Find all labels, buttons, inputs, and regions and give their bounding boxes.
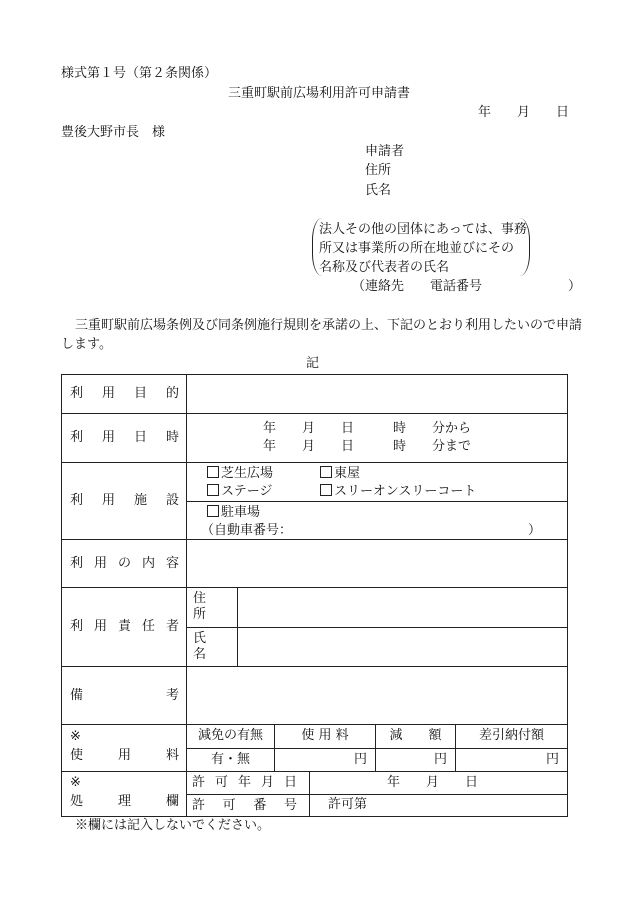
facility-label: 利用施設 xyxy=(62,463,187,540)
datetime-to: 年 月 日 時 分まで xyxy=(263,439,472,454)
checkbox-lawn[interactable] xyxy=(207,466,219,478)
fee-header-reduction: 減 額 xyxy=(376,725,456,748)
applicant-label: 申請者 xyxy=(365,144,405,159)
datetime-field[interactable] xyxy=(187,414,568,463)
manager-name-label: 氏名 xyxy=(187,628,238,667)
application-table xyxy=(61,374,568,817)
proc-label-cell xyxy=(62,772,187,817)
corporate-note-line-1: 法人その他の団体にあっては、事務 xyxy=(319,222,527,237)
purpose-field[interactable] xyxy=(187,375,568,414)
remarks-field[interactable] xyxy=(187,667,568,725)
form-title: 三重町駅前広場利用許可申請書 xyxy=(228,86,411,101)
manager-cell xyxy=(187,588,568,667)
permit-date-value: 年 月 日 xyxy=(387,774,479,790)
remarks-label: 備考 xyxy=(62,667,187,725)
corporate-note-line-3: 名称及び代表者の氏名 xyxy=(319,260,450,275)
reduction-yen: 円 xyxy=(433,751,447,767)
content-field[interactable] xyxy=(187,540,568,588)
fee-header-exemption: 減免の有無 xyxy=(187,725,275,748)
permit-date-field[interactable] xyxy=(310,772,567,794)
fee-yen: 円 xyxy=(353,751,367,767)
manager-label: 利用責任者 xyxy=(62,588,187,667)
date-line: 年 月 日 xyxy=(478,105,570,120)
car-number-label: （自動車番号： xyxy=(201,522,293,538)
facility-field xyxy=(187,463,568,540)
fee-mark: ※ xyxy=(70,729,81,744)
fee-label-cell xyxy=(62,725,187,772)
purpose-label: 利用目的 xyxy=(62,375,187,414)
fee-cell xyxy=(187,725,568,772)
checkbox-parking[interactable] xyxy=(207,505,219,517)
permit-date-label: 許可年月日 xyxy=(187,772,310,794)
permit-no-label: 許可番号 xyxy=(187,795,310,817)
applicant-address-label: 住所 xyxy=(365,163,392,178)
contact-phone-label: （連絡先 電話番号 xyxy=(352,279,483,294)
reduction-amount-field[interactable] xyxy=(376,749,456,772)
car-number-close: ） xyxy=(527,522,541,538)
proc-mark: ※ xyxy=(70,775,81,790)
ki-heading: 記 xyxy=(306,356,320,371)
body-text-line-1: 三重町駅前広場条例及び同条例施行規則を承諾の上、下記のとおり利用したいので申請 xyxy=(75,318,583,333)
applicant-name-label: 氏名 xyxy=(365,183,392,198)
form-number: 様式第１号（第２条関係） xyxy=(61,66,218,81)
net-amount-field[interactable] xyxy=(456,749,567,772)
footer-note: ※欄には記入しないでください。 xyxy=(75,818,271,833)
facility-stage[interactable]: ステージ xyxy=(207,484,320,500)
permit-no-field[interactable] xyxy=(310,795,567,817)
fee-header-net: 差引納付額 xyxy=(478,728,544,744)
proc-label: 処理欄 xyxy=(70,794,179,809)
content-label: 利用の内容 xyxy=(62,540,187,588)
corporate-note-line-2: 所又は事業所の所在地並びにその xyxy=(319,241,515,256)
body-text-line-2: します。 xyxy=(61,337,112,352)
checkbox-3on3-court[interactable] xyxy=(320,484,332,496)
fee-amount-field[interactable] xyxy=(275,749,376,772)
manager-address-field[interactable] xyxy=(238,588,567,627)
manager-name-field[interactable] xyxy=(238,628,567,667)
permit-no-value: 許可第 xyxy=(328,797,368,813)
car-number xyxy=(201,523,567,539)
fee-exemption-value[interactable]: 有・無 xyxy=(187,749,275,772)
fee-label: 使用料 xyxy=(70,748,179,763)
car-number-field[interactable] xyxy=(292,523,528,539)
facility-lawn[interactable]: 芝生広場 xyxy=(207,466,320,482)
manager-address-label: 住所 xyxy=(187,588,238,627)
facility-azumaya[interactable]: 東屋 xyxy=(320,466,360,481)
addressee: 豊後大野市長 様 xyxy=(61,125,166,140)
proc-cell xyxy=(187,772,568,817)
checkbox-azumaya[interactable] xyxy=(320,466,332,478)
contact-phone xyxy=(352,279,581,295)
contact-phone-close: ） xyxy=(568,279,582,294)
datetime-label: 利用日時 xyxy=(62,414,187,463)
facility-parking[interactable]: 駐車場 xyxy=(201,505,567,521)
checkbox-stage[interactable] xyxy=(207,484,219,496)
facility-3on3-court[interactable]: スリーオンスリーコート xyxy=(320,484,476,499)
datetime-from: 年 月 日 時 分から xyxy=(263,421,472,436)
fee-header-fee: 使 用 料 xyxy=(275,725,376,748)
net-yen: 円 xyxy=(545,751,559,767)
